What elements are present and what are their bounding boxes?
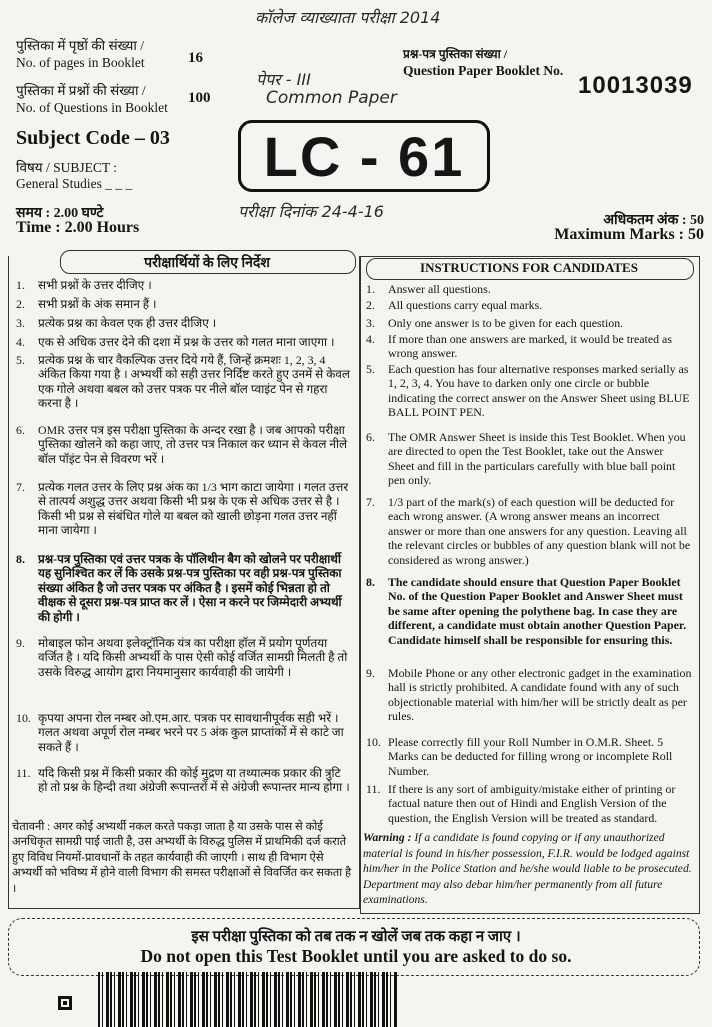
english-instruction-item [366, 430, 692, 488]
barcode [98, 972, 398, 1027]
hindi-instruction-number: 6. [16, 423, 25, 437]
qp-booklet-label-english: Question Paper Booklet No. [403, 63, 564, 78]
english-instruction-text: All questions carry equal marks. [388, 298, 543, 312]
hindi-instruction-number: 9. [16, 636, 25, 650]
english-instruction-text: If more than one answers are marked, it would be treated as wrong answer. [388, 332, 672, 361]
questions-label-english: No. of Questions in Booklet [16, 100, 168, 115]
questions-count: 100 [188, 90, 211, 106]
handwritten-paper: पेपर - III [256, 70, 311, 89]
hindi-instruction-item [16, 552, 350, 624]
hindi-instruction-item [16, 766, 350, 795]
english-instruction-text: Only one answer is to be given for each question. [388, 316, 624, 330]
hindi-instruction-item [16, 480, 350, 538]
english-instruction-number: 1. [366, 282, 375, 296]
hindi-instruction-item [16, 335, 350, 349]
pages-count: 16 [188, 50, 203, 66]
hindi-instruction-number: 8. [16, 552, 25, 566]
english-instruction-item [366, 362, 692, 420]
english-instruction-number: 3. [366, 316, 375, 330]
english-instruction-number: 11. [366, 782, 381, 796]
hindi-instruction-item [16, 297, 350, 311]
english-instruction-text: Each question has four alternative responses marked serially as 1, 2, 3, 4. You have to darken only one circle or bubble indicating the correct answer on the Answer Sheet using BLUE BALL POINT PEN. [388, 362, 690, 420]
english-instruction-number: 4. [366, 332, 375, 346]
hindi-instruction-text: प्रत्येक गलत उत्तर के लिए प्रश्न अंक का 1/3 भाग काटा जायेगा । गलत उत्तर से तात्पर्य अशुद्ध उत्तर अथवा किसी भी प्रश्न के एक से अधिक उत्तर से है । किसी भी प्रश्न से संबंधित गोले या बबल को खाली छोड़ना गलत उत्तर नहीं माना जायेगा । [38, 480, 349, 538]
hindi-instruction-text: प्रश्न-पत्र पुस्तिका एवं उत्तर पत्रक के पॉलिथीन बैग को खोलने पर परीक्षार्थी यह सुनिश्चित कर लें कि उसके प्रश्न-पत्र पुस्तिका पर वही प्रश्न-पत्र पुस्तिका संख्या अंकित है जो उत्तर पत्रक पर अंकित है । इसमें कोई भिन्नता हो तो वीक्षक से दूसरा प्रश्न-पत्र प्राप्त कर लें । ऐसा न करने पर जिम्मेदारी अभ्यर्थी की होगी । [38, 552, 342, 624]
subject-label: विषय / SUBJECT : [16, 160, 118, 175]
english-instruction-item [366, 575, 692, 647]
english-instruction-item [366, 332, 692, 361]
english-instruction-number: 7. [366, 495, 375, 509]
hindi-instruction-item [16, 316, 350, 330]
hindi-instruction-item [16, 423, 350, 466]
hindi-instruction-text: सभी प्रश्नों के अंक समान हैं । [38, 297, 157, 311]
max-marks-hindi: अधिकतम अंक : 50 [603, 213, 704, 228]
english-instruction-text: Mobile Phone or any other electronic gadget in the examination hall is strictly prohibited. A candidate found with any of such objectionable material with him/her will be strictly dealt as per rules. [388, 666, 692, 724]
hindi-instruction-text: सभी प्रश्नों के उत्तर दीजिए । [38, 278, 152, 292]
hindi-instruction-text: प्रत्येक प्रश्न के चार वैकल्पिक उत्तर दिये गये हैं, जिन्हें क्रमशः 1, 2, 3, 4 अंकित किया गया है । अभ्यर्थी को सही उत्तर निर्दिष्ट करते हुए उनमें से केवल एक गोले अथवा बबल को उत्तर पत्रक पर नीले बॉल प्वाइंट पेन से गहरा करना है । [38, 353, 350, 411]
footer-notice-hindi: इस परीक्षा पुस्तिका को तब तक न खोलें जब तक कहा न जाए । [191, 929, 521, 945]
hindi-instruction-text: एक से अधिक उत्तर देने की दशा में प्रश्न के उत्तर को गलत माना जाएगा । [38, 335, 335, 349]
hindi-instruction-item [16, 636, 350, 679]
handwritten-exam-title: कॉलेज व्याख्याता परीक्षा 2014 [255, 8, 441, 27]
qp-booklet-number: 10013039 [578, 72, 693, 99]
hindi-instruction-number: 3. [16, 316, 25, 330]
handwritten-common-paper: Common Paper [266, 88, 397, 108]
english-instruction-text: Answer all questions. [388, 282, 491, 296]
subject-code: Subject Code – 03 [16, 127, 170, 149]
english-instruction-item [366, 316, 692, 330]
english-instruction-number: 10. [366, 735, 381, 749]
hindi-warning: चेतावनी : अगर कोई अभ्यर्थी नकल करते पकड़ा जाता है या उसके पास से कोई अनधिकृत सामग्री पाई जाती है, उस अभ्यर्थी के विरुद्ध पुलिस में प्राथमिकी दर्ज कराते हुए विविध नियमों-प्रावधानों के तहत कार्यवाही की जाएगी । साथ ही विभाग ऐसे अभ्यर्थी को भविष्य में होने वाली विभाग की समस्त परीक्षाओं से विवर्जित कर सकता है । [12, 821, 352, 895]
english-instruction-item [366, 495, 692, 567]
english-instruction-text: If there is any sort of ambiguity/mistake either of printing or factual nature then out of Hindi and English Version of the question, the English Version will be treated as standard. [388, 782, 676, 825]
english-instruction-number: 8. [366, 575, 375, 589]
hindi-instruction-item [16, 711, 350, 754]
questions-label-hindi: पुस्तिका में प्रश्नों की संख्या / [16, 83, 146, 98]
english-instruction-item [366, 666, 692, 724]
footer-notice-english: Do not open this Test Booklet until you are asked to do so. [140, 946, 572, 966]
english-instruction-text: The candidate should ensure that Question Paper Booklet No. of the Question Paper Booklet and Answer Sheet must be same after opening the polythene bag. In case they are different, a candidate must obtain another Question Paper. Candidate himself shall be responsible for ensuring this. [388, 575, 687, 647]
english-instruction-text: 1/3 part of the mark(s) of each question will be deducted for each wrong answer. (A wrong answer means an incorrect answer or more than one answers for any question. Leaving all the relevant circles or bubbles of any question blank will not be considered as wrong answer.) [388, 495, 691, 567]
paper-code: LC - 61 [263, 124, 465, 188]
hindi-instruction-text: प्रत्येक प्रश्न का केवल एक ही उत्तर दीजिए । [38, 316, 217, 330]
english-warning-label: Warning : [363, 831, 412, 844]
hindi-instruction-text: यदि किसी प्रश्न में किसी प्रकार की कोई मुद्रण या तथ्यात्मक प्रकार की त्रुटि हो तो प्रश्न के हिन्दी तथा अंग्रेजी रूपान्तरों में से अंग्रेजी रूपान्तर मान्य होगा । [38, 766, 350, 795]
hindi-instruction-number: 1. [16, 278, 25, 292]
english-warning [363, 830, 693, 908]
registration-mark-square [58, 996, 72, 1010]
hindi-instructions-title: परीक्षार्थियों के लिए निर्देश [144, 256, 270, 271]
english-instruction-item [366, 782, 692, 825]
english-instructions-title: INSTRUCTIONS FOR CANDIDATES [420, 260, 638, 275]
handwritten-exam-date: परीक्षा दिनांक 24-4-16 [238, 202, 384, 221]
english-instruction-item [366, 735, 692, 778]
english-warning-text: If a candidate is found copying or if any unauthorized material is found in his/her possession, F.I.R. would be lodged against him/her in the Police Station and he/she would liable to be prosecuted. Department may also debar him/her permanently from all future examinations. [363, 831, 692, 907]
english-instruction-number: 9. [366, 666, 375, 680]
hindi-instruction-text: मोबाइल फोन अथवा इलेक्ट्रॉनिक यंत्र का परीक्षा हॉल में प्रयोग पूर्णतया वर्जित है । यदि किसी अभ्यर्थी के पास ऐसी कोई वर्जित सामग्री मिलती है तो उसके विरुद्ध आयोग द्वारा नियमानुसार कार्यवाही की जायेगी । [38, 636, 348, 679]
hindi-instruction-number: 11. [16, 766, 31, 780]
max-marks-english: Maximum Marks : 50 [554, 226, 704, 243]
english-instruction-item [366, 298, 692, 312]
hindi-instruction-item [16, 278, 350, 292]
hindi-instruction-number: 10. [16, 711, 31, 725]
english-instruction-number: 5. [366, 362, 375, 376]
hindi-instruction-text: कृपया अपना रोल नम्बर ओ.एम.आर. पत्रक पर सावधानीपूर्वक सही भरें । गलत अथवा अपूर्ण रोल नम्बर भरने पर 5 अंक कुल प्राप्तांकों में से काटे जा सकते हैं । [38, 711, 344, 754]
pages-label-hindi: पुस्तिका में पृष्ठों की संख्या / [16, 38, 145, 53]
english-instruction-text: The OMR Answer Sheet is inside this Test Booklet. When you are directed to open the Test Booklet, take out the Answer Sheet and fill in the particulars carefully with blue ball point pen only. [388, 430, 686, 488]
qp-booklet-label-hindi: प्रश्न-पत्र पुस्तिका संख्या / [403, 47, 508, 61]
hindi-instruction-number: 2. [16, 297, 25, 311]
hindi-instruction-item [16, 353, 350, 411]
english-instruction-text: Please correctly fill your Roll Number in O.M.R. Sheet. 5 Marks can be deducted for filling wrong or incomplete Roll Number. [388, 735, 673, 778]
english-instruction-number: 6. [366, 430, 375, 444]
time-english: Time : 2.00 Hours [16, 219, 140, 236]
hindi-instruction-number: 4. [16, 335, 25, 349]
hindi-instruction-number: 5. [16, 353, 25, 367]
paper-code-box [238, 120, 490, 192]
english-instruction-item [366, 282, 692, 296]
subject-name: General Studies _ _ _ [16, 176, 133, 191]
pages-label-english: No. of pages in Booklet [16, 55, 145, 70]
hindi-instruction-number: 7. [16, 480, 25, 494]
english-instruction-number: 2. [366, 298, 375, 312]
hindi-instruction-text: OMR उत्तर पत्र इस परीक्षा पुस्तिका के अन्दर रखा है । जब आपको परीक्षा पुस्तिका खोलने को कहा जाए, तो उत्तर पत्र निकाल कर ध्यान से केवल नीले बॉल पॉइंट पेन से विवरण भरें । [38, 423, 348, 466]
time-hindi: समय : 2.00 घण्टे [16, 206, 104, 221]
